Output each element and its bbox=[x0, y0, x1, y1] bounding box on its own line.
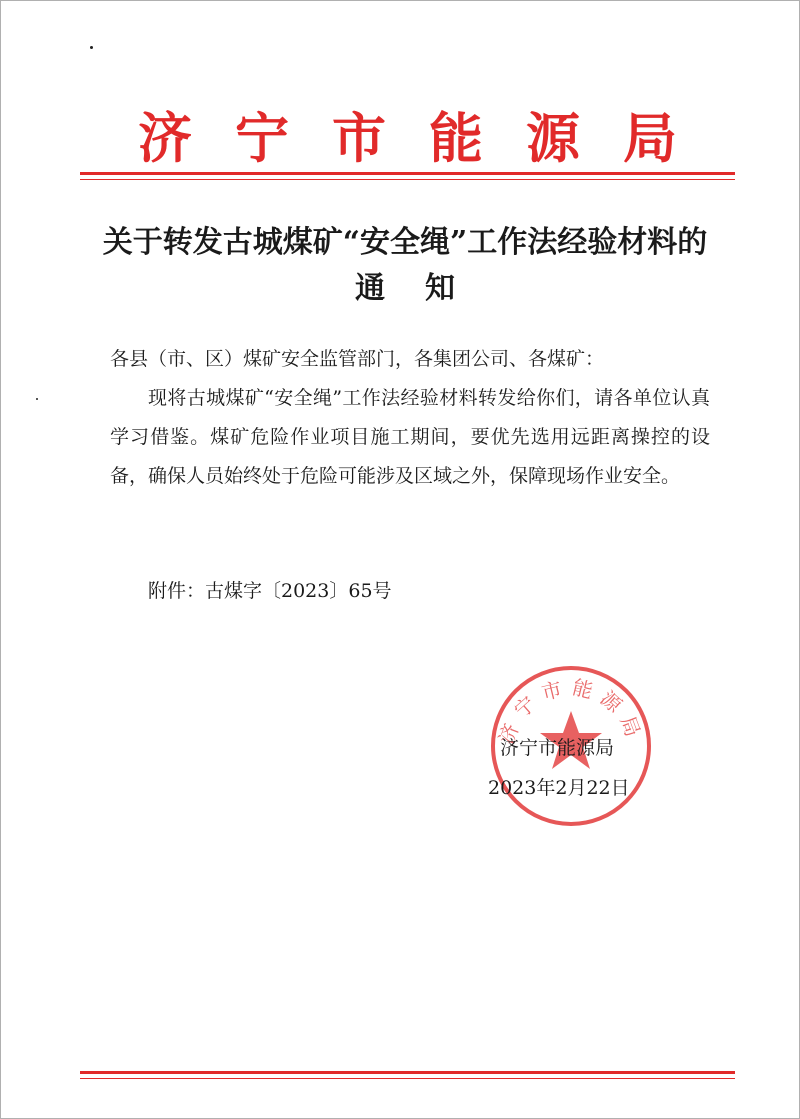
document-title-line2: 通知 bbox=[355, 271, 495, 306]
letterhead-char: 局 bbox=[623, 106, 677, 170]
issue-date: 2023年2月22日 bbox=[488, 777, 630, 799]
scan-speck bbox=[90, 46, 93, 49]
footer-rule-thick bbox=[80, 1071, 735, 1074]
svg-text:济宁市能源局: 济宁市能源局 bbox=[494, 674, 648, 748]
document-title bbox=[90, 220, 720, 312]
attachment-line: 附件：古煤字〔2023〕65号 bbox=[148, 580, 392, 602]
letterhead-char: 济 bbox=[138, 106, 192, 170]
salutation: 各县（市、区）煤矿安全监管部门，各集团公司、各煤矿： bbox=[110, 348, 605, 370]
letterhead-rule-thick bbox=[80, 172, 735, 175]
body-paragraph: 现将古城煤矿“安全绳”工作法经验材料转发给你们，请各单位认真学习借鉴。煤矿危险作业项目施工期间，要优先选用远距离操控的设备，确保人员始终处于危险可能涉及区域之外，保障现场作业安全。 bbox=[110, 387, 710, 487]
letterhead-char: 市 bbox=[332, 106, 386, 170]
letterhead-rule-thin bbox=[80, 179, 735, 180]
letterhead-char: 能 bbox=[429, 106, 483, 170]
letterhead-title bbox=[80, 108, 735, 168]
footer-rule-thin bbox=[80, 1078, 735, 1079]
scan-speck bbox=[36, 398, 38, 400]
letterhead-char: 宁 bbox=[235, 106, 289, 170]
issuer-signature: 济宁市能源局 bbox=[500, 737, 615, 759]
letterhead-char: 源 bbox=[526, 106, 580, 170]
document-title-line1: 关于转发古城煤矿“安全绳”工作法经验材料的 bbox=[102, 225, 708, 260]
